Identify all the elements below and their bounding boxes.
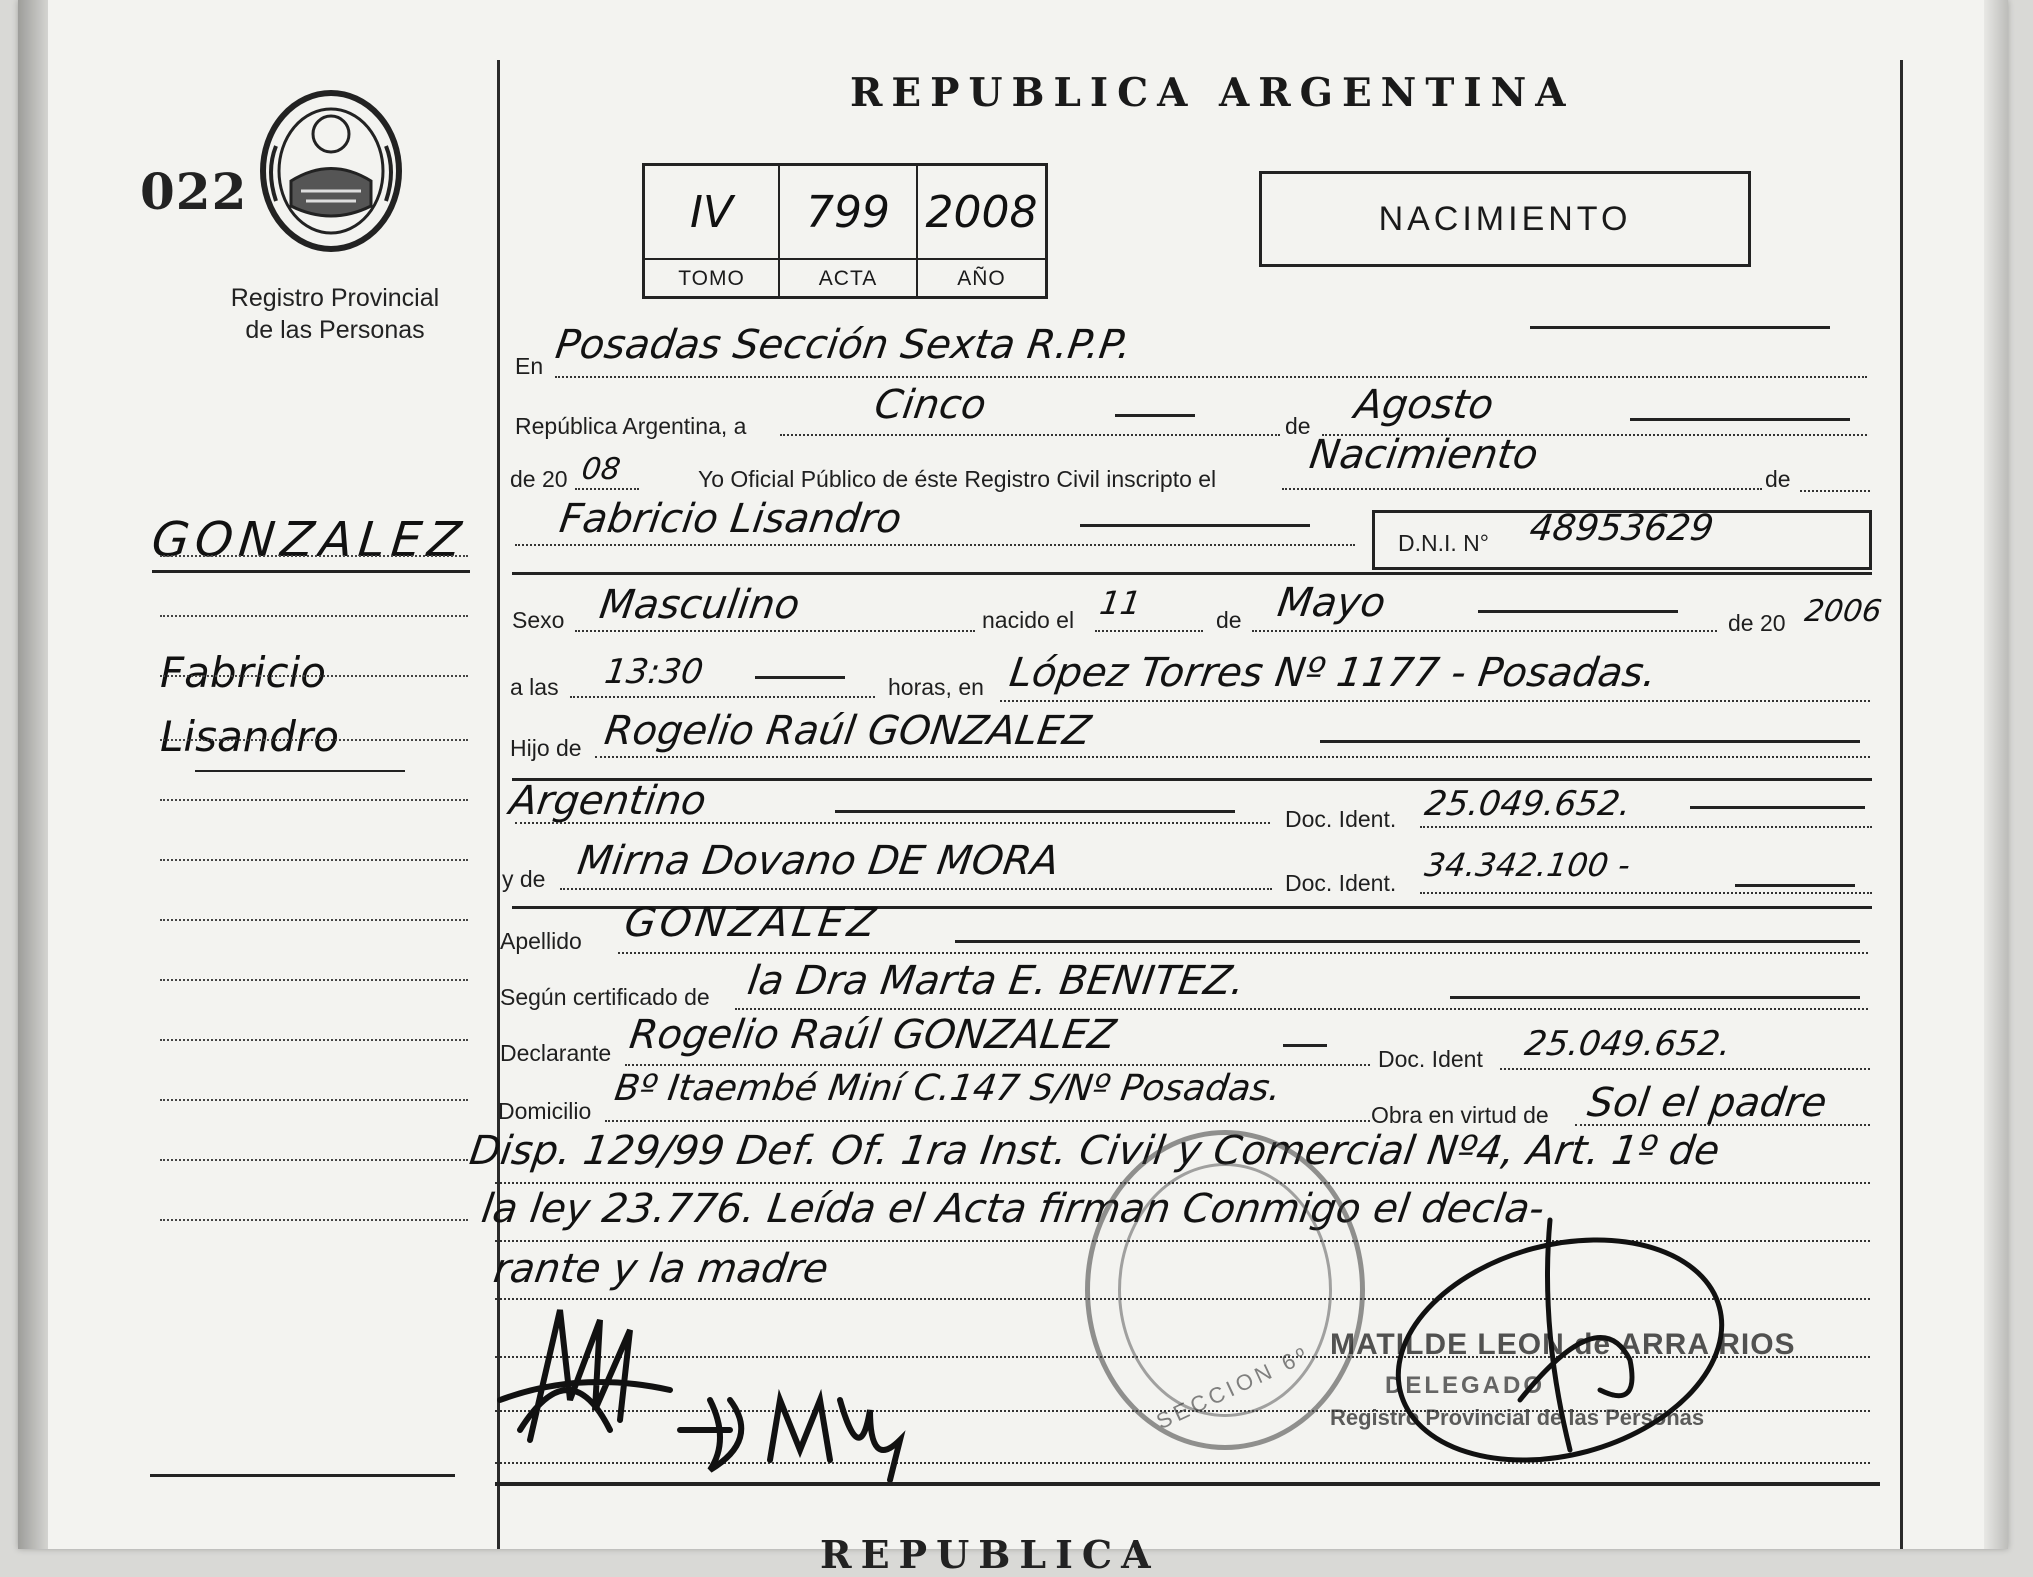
margin-line — [160, 1159, 468, 1161]
margin-line — [160, 1219, 468, 1221]
fill-dash — [1735, 884, 1855, 887]
value-padre: Rogelio Raúl GONZALEZ — [601, 708, 1094, 754]
dotted-line — [1282, 488, 1762, 490]
registry-name-line1: Registro Provincial — [230, 284, 440, 312]
value-mes-nac: Mayo — [1274, 580, 1389, 626]
margin-line — [160, 555, 468, 557]
margin-dotted-lines — [160, 555, 468, 1221]
country-title: REPUBLICA ARGENTINA — [850, 70, 1575, 116]
frame-right-rule — [1900, 60, 1903, 1549]
observation-line-3: rante y la madre — [490, 1246, 832, 1292]
value-nacionalidad: Argentino — [506, 778, 710, 824]
value-dia-letras: Cinco — [871, 382, 990, 428]
fill-dash — [1283, 1044, 1327, 1047]
page-edge — [1984, 0, 2008, 1549]
acta-label: ACTA — [780, 260, 918, 298]
dotted-line — [1000, 700, 1870, 702]
value-certificado: la Dra Marta E. BENITEZ. — [744, 958, 1248, 1004]
label-de-3: de — [1216, 607, 1242, 633]
label-nacido: nacido el — [982, 607, 1075, 633]
dotted-line — [1252, 630, 1717, 632]
fill-dash — [1478, 610, 1678, 613]
fill-dash — [1630, 418, 1850, 421]
label-horas: horas, en — [888, 674, 984, 700]
label-doc-ident-2: Doc. Ident. — [1285, 870, 1397, 896]
fill-dash — [1530, 326, 1830, 329]
value-anio-nac: 2006 — [1802, 594, 1884, 629]
label-en: En — [515, 353, 544, 379]
fill-dash — [755, 676, 845, 679]
value-lugar: Posadas Sección Sexta R.P.P. — [552, 322, 1135, 368]
margin-line — [160, 799, 468, 801]
acta-value: 799 — [780, 166, 918, 260]
value-acto: Nacimiento — [1306, 432, 1541, 478]
dotted-line — [618, 952, 1868, 954]
value-sexo: Masculino — [596, 582, 803, 628]
registry-name — [200, 282, 470, 346]
value-doc-padre: 25.049.652. — [1422, 784, 1634, 824]
officer-unit: Registro Provincial de las Personas — [1330, 1405, 1705, 1430]
dotted-line — [595, 756, 1870, 758]
label-de-20b: de 20 — [1728, 610, 1786, 636]
tomo-label: TOMO — [645, 260, 780, 298]
document-code: 022 — [140, 162, 248, 221]
margin-line — [160, 1039, 468, 1041]
label-declarante: Declarante — [500, 1040, 612, 1066]
margin-first-name: Fabricio — [160, 648, 326, 697]
label-doc-ident-1: Doc. Ident. — [1285, 806, 1397, 832]
value-doc-madre: 34.342.100 - — [1422, 846, 1633, 884]
margin-line — [160, 979, 468, 981]
dotted-line — [1420, 826, 1872, 828]
fill-dash — [1115, 414, 1195, 417]
observation-line-2: la ley 23.776. Leída el Acta firman Conmigo el decla- — [478, 1186, 1548, 1232]
value-hora: 13:30 — [602, 652, 706, 692]
dotted-line — [570, 696, 875, 698]
label-de-2: de — [1765, 466, 1791, 492]
label-hijo: Hijo de — [510, 735, 582, 761]
value-doc-declarante: 25.049.652. — [1522, 1024, 1734, 1064]
margin-line — [160, 615, 468, 617]
margin-line — [160, 1099, 468, 1101]
value-dni: 48953629 — [1527, 508, 1717, 549]
signature-mother — [670, 1380, 910, 1490]
label-obra: Obra en virtud de — [1371, 1102, 1549, 1128]
value-anio-corto: 08 — [579, 452, 623, 487]
value-mes: Agosto — [1351, 382, 1497, 428]
label-y-de: y de — [502, 866, 546, 892]
section-rule — [512, 572, 1872, 575]
margin-line — [160, 919, 468, 921]
record-box — [642, 163, 1048, 299]
bottom-rule — [495, 1482, 1880, 1486]
signature-officer — [1370, 1210, 1730, 1470]
anio-label: AÑO — [957, 267, 1006, 290]
label-doc-ident-3: Doc. Ident — [1378, 1046, 1483, 1072]
next-page-header: REPUBLICA — [820, 1532, 1160, 1577]
fill-dash — [1320, 740, 1860, 743]
fill-dash — [835, 810, 1235, 813]
label-de-20: de 20 — [510, 466, 568, 492]
officer-name: MATILDE LEON de ARRA RIOS — [1330, 1328, 1796, 1361]
dotted-line — [780, 434, 1280, 436]
fill-dash — [1690, 806, 1865, 809]
dotted-line — [555, 376, 1867, 378]
dotted-line — [605, 1120, 1370, 1122]
margin-second-name: Lisandro — [160, 712, 339, 761]
margin-bottom-rule — [150, 1474, 455, 1477]
record-type-box: NACIMIENTO — [1259, 171, 1751, 267]
dotted-line — [735, 1008, 1868, 1010]
province-seal-logo — [256, 86, 406, 256]
dotted-line — [1500, 1068, 1870, 1070]
label-a-las: a las — [510, 674, 559, 700]
section-rule — [512, 778, 1872, 781]
signature-declarant — [490, 1290, 690, 1470]
value-domicilio: Bº Itaembé Miní C.147 S/Nº Posadas. — [612, 1068, 1284, 1109]
fill-dash — [1080, 524, 1310, 527]
official-stamp — [1085, 1130, 1365, 1450]
page-shadow — [18, 0, 48, 1549]
label-domicilio: Domicilio — [498, 1098, 592, 1124]
margin-surname: GONZALEZ — [149, 512, 470, 568]
value-nombre: Fabricio Lisandro — [556, 496, 905, 542]
officer-role: DELEGADO — [1385, 1372, 1546, 1399]
label-apellido: Apellido — [500, 928, 582, 954]
dotted-line — [575, 630, 975, 632]
value-dia-nac: 11 — [1097, 584, 1144, 622]
stamp-text: SECCION 6º — [1152, 1341, 1314, 1435]
label-de-1: de — [1285, 413, 1311, 439]
dotted-line — [1095, 630, 1203, 632]
value-declarante: Rogelio Raúl GONZALEZ — [626, 1012, 1119, 1058]
fill-dash — [1450, 996, 1860, 999]
registry-name-line2: de las Personas — [245, 316, 425, 344]
margin-line — [160, 739, 468, 741]
dotted-line — [515, 544, 1355, 546]
margin-line — [160, 675, 468, 677]
value-madre: Mirna Dovano DE MORA — [574, 838, 1062, 884]
label-republica: República Argentina, a — [515, 413, 747, 439]
value-obra: Sol el padre — [1584, 1080, 1830, 1126]
value-lugar-nac: López Torres Nº 1177 - Posadas. — [1006, 650, 1660, 696]
dotted-line — [575, 488, 639, 490]
label-sexo: Sexo — [512, 607, 565, 633]
label-dni: D.N.I. N° — [1398, 530, 1489, 556]
label-segun: Según certificado de — [500, 984, 710, 1010]
value-apellido: GONZALEZ — [621, 900, 883, 946]
dotted-line — [1420, 892, 1872, 894]
margin-line — [160, 859, 468, 861]
dotted-line — [625, 1064, 1370, 1066]
fill-dash — [955, 940, 1860, 943]
dotted-line — [560, 888, 1272, 890]
tomo-value: IV — [645, 166, 780, 260]
observation-line-1: Disp. 129/99 Def. Of. 1ra Inst. Civil y Comercial Nº4, Art. 1º de — [466, 1128, 1723, 1174]
anio-value: 2008 — [918, 166, 1045, 260]
label-oficial: Yo Oficial Público de éste Registro Civil inscripto el — [698, 466, 1217, 492]
dotted-line — [1800, 490, 1870, 492]
